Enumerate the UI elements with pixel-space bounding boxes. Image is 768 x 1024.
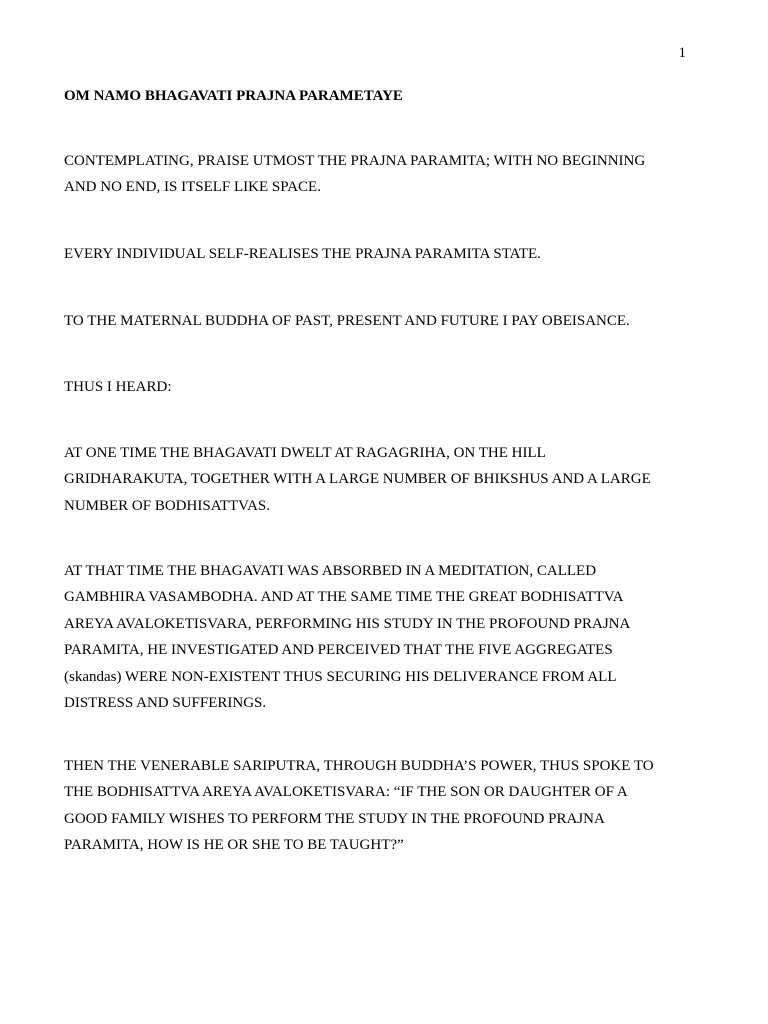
- paragraph-line: DISTRESS AND SUFFERINGS.: [64, 695, 267, 712]
- paragraph-5: [64, 440, 704, 519]
- paragraph-line: PARAMITA, HOW IS HE OR SHE TO BE TAUGHT?”: [64, 837, 404, 854]
- paragraph-line: GOOD FAMILY WISHES TO PERFORM THE STUDY IN THE PROFOUND PRAJNA: [64, 810, 605, 827]
- paragraph-line: PARAMITA, HE INVESTIGATED AND PERCEIVED THAT THE FIVE AGGREGATES: [64, 642, 613, 659]
- page-number: 1: [678, 45, 686, 61]
- paragraph-line: AND NO END, IS ITSELF LIKE SPACE.: [64, 179, 321, 196]
- paragraph-line: TO THE MATERNAL BUDDHA OF PAST, PRESENT AND FUTURE I PAY OBEISANCE.: [64, 313, 630, 329]
- paragraph-line: THUS I HEARD:: [64, 379, 172, 395]
- paragraph-2: [64, 241, 704, 267]
- paragraph-line: NUMBER OF BODHISATTVAS.: [64, 497, 271, 514]
- paragraph-line: AREYA AVALOKETISVARA, PERFORMING HIS STUDY IN THE PROFOUND PRAJNA: [64, 615, 631, 632]
- paragraph-4: [64, 374, 704, 400]
- paragraph-line: CONTEMPLATING, PRAISE UTMOST THE PRAJNA PARAMITA; WITH NO BEGINNING: [64, 153, 646, 169]
- paragraph-line: THE BODHISATTVA AREYA AVALOKETISVARA: “IF THE SON OR DAUGHTER OF A: [64, 784, 628, 801]
- paragraph-line: AT ONE TIME THE BHAGAVATI DWELT AT RAGAGRIHA, ON THE HILL: [64, 445, 546, 461]
- paragraph-line: AT THAT TIME THE BHAGAVATI WAS ABSORBED IN A MEDITATION, CALLED: [64, 563, 597, 579]
- paragraph-1: [64, 148, 704, 201]
- paragraph-line: THEN THE VENERABLE SARIPUTRA, THROUGH BUDDHA’S POWER, THUS SPOKE TO: [64, 758, 654, 774]
- paragraph-line: EVERY INDIVIDUAL SELF-REALISES THE PRAJNA PARAMITA STATE.: [64, 246, 541, 262]
- document-heading: OM NAMO BHAGAVATI PRAJNA PARAMETAYE: [64, 88, 403, 104]
- paragraph-3: [64, 308, 704, 334]
- paragraph-line: GRIDHARAKUTA, TOGETHER WITH A LARGE NUMBER OF BHIKSHUS AND A LARGE: [64, 471, 651, 488]
- paragraph-6: [64, 558, 704, 716]
- paragraph-line: GAMBHIRA VASAMBODHA. AND AT THE SAME TIME THE GREAT BODHISATTVA: [64, 589, 624, 606]
- paragraph-7: [64, 753, 704, 859]
- paragraph-line: (skandas) WERE NON-EXISTENT THUS SECURING HIS DELIVERANCE FROM ALL: [64, 668, 617, 685]
